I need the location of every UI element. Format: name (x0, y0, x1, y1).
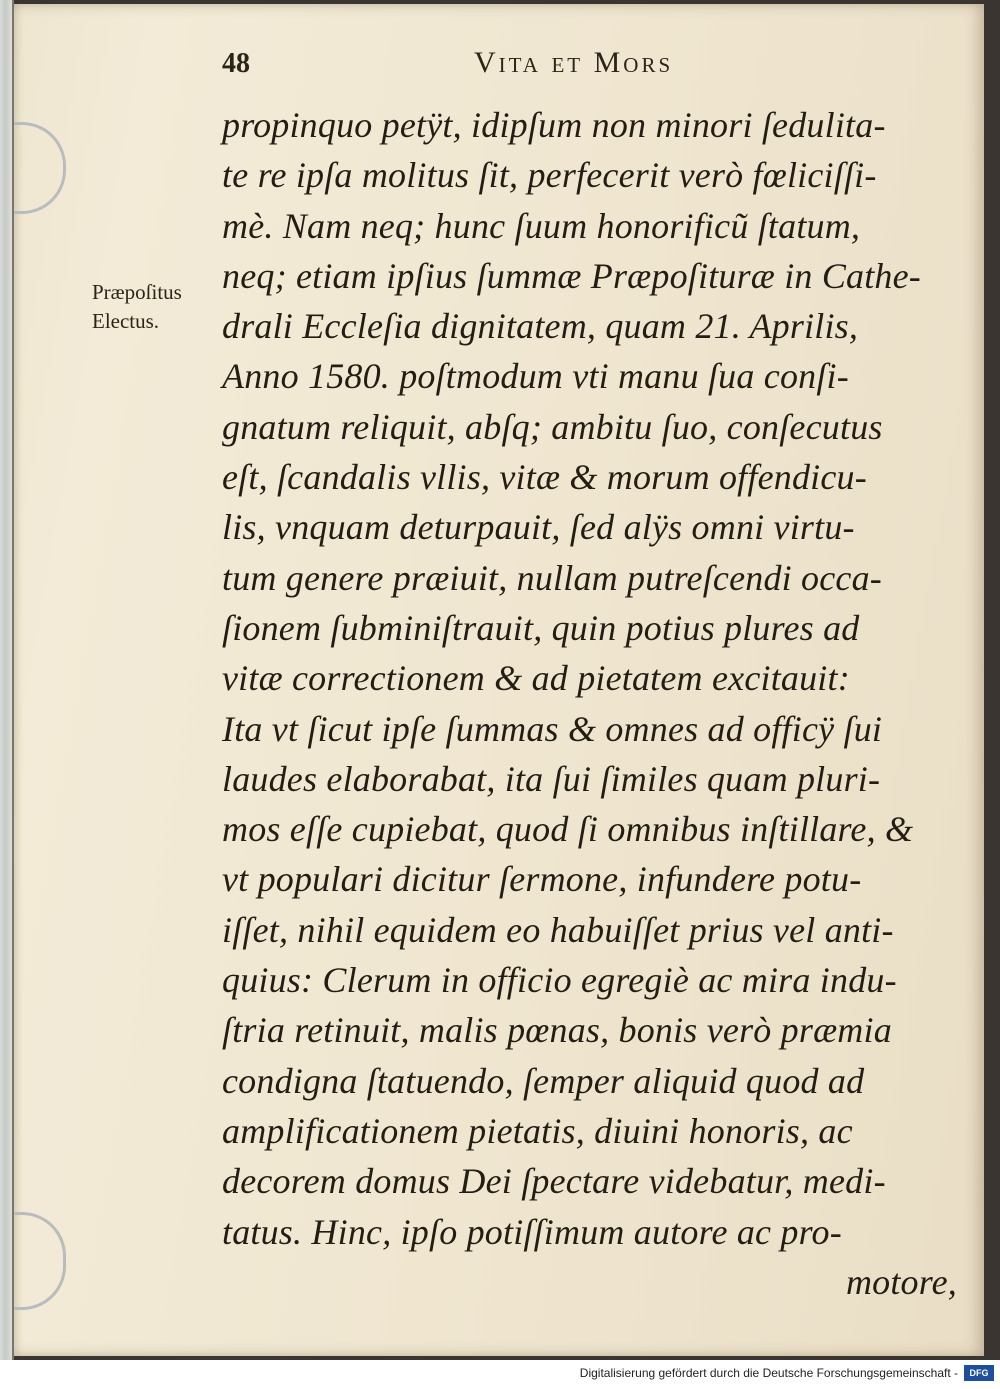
marginal-note-line: Electus. (92, 309, 160, 333)
body-text (222, 100, 967, 1307)
page-header (0, 42, 1000, 82)
text-line: eſt, ſcandalis vllis, vitæ & morum offendicu- (222, 457, 867, 498)
text-line: condigna ſtatuendo, ſemper aliquid quod ad (222, 1060, 865, 1101)
text-line: propinquo petÿt, idipſum non minori ſedulita- (222, 105, 886, 145)
text-line: ſionem ſubminiſtrauit, quin potius plures ad (222, 607, 860, 648)
text-line: ſtria retinuit, malis pœnas, bonis verò præmia (222, 1010, 892, 1051)
text-line: mos eſſe cupiebat, quod ſi omnibus inſtillare, & (222, 809, 914, 850)
text-line: decorem domus Dei ſpectare videbatur, medi- (222, 1161, 886, 1202)
marginal-note-line: Præpoſitus (92, 280, 182, 304)
text-line: iſſet, nihil equidem eo habuiſſet prius vel anti- (222, 909, 894, 950)
dfg-logo: DFG (964, 1365, 994, 1381)
text-line: quius: Clerum in officio egregiè ac mira indu- (222, 960, 897, 1001)
text-line: mè. Nam neq; hunc ſuum honorificũ ſtatum, (222, 205, 861, 246)
catchword-line: motore, (845, 1261, 957, 1302)
paper-clip-icon (14, 122, 66, 214)
text-line: vitæ correctionem & ad pietatem excitauit: (222, 658, 850, 699)
text-line: lis, vnquam deturpauit, ſed alÿs omni virtu- (222, 507, 855, 548)
text-line: tum genere præiuit, nullam putreſcendi occa- (222, 557, 882, 598)
text-line: Ita vt ſicut ipſe ſummas & omnes ad officÿ ſui (222, 708, 883, 749)
text-line: tatus. Hinc, ipſo potiſſimum autore ac pro- (222, 1211, 842, 1252)
text-line: drali Eccleſia dignitatem, quam 21. Aprilis, (222, 306, 859, 347)
text-line: te re ipſa molitus ſit, perfecerit verò fœliciſſi- (222, 155, 877, 196)
paper-clip-icon (14, 1212, 66, 1310)
running-title: Vita et Mors (474, 46, 674, 79)
marginal-note (92, 278, 232, 336)
text-line: Anno 1580. poſtmodum vti manu ſua conſi- (222, 356, 849, 397)
text-line: vt populari dicitur ſermone, infundere potu- (222, 859, 862, 900)
footer-bar (0, 1360, 1000, 1389)
funding-credit: Digitalisierung gefördert durch die Deutsche Forschungsgemeinschaft - (579, 1366, 958, 1380)
text-line: neq; etiam ipſius ſummæ Præpoſituræ in Cathe- (222, 255, 921, 296)
page-number: 48 (222, 48, 250, 79)
text-line: gnatum reliquit, abſq; ambitu ſuo, conſecutus (222, 406, 883, 447)
text-line: laudes elaborabat, ita ſui ſimiles quam pluri- (222, 758, 881, 799)
text-line: amplificationem pietatis, diuini honoris, ac (222, 1110, 853, 1151)
